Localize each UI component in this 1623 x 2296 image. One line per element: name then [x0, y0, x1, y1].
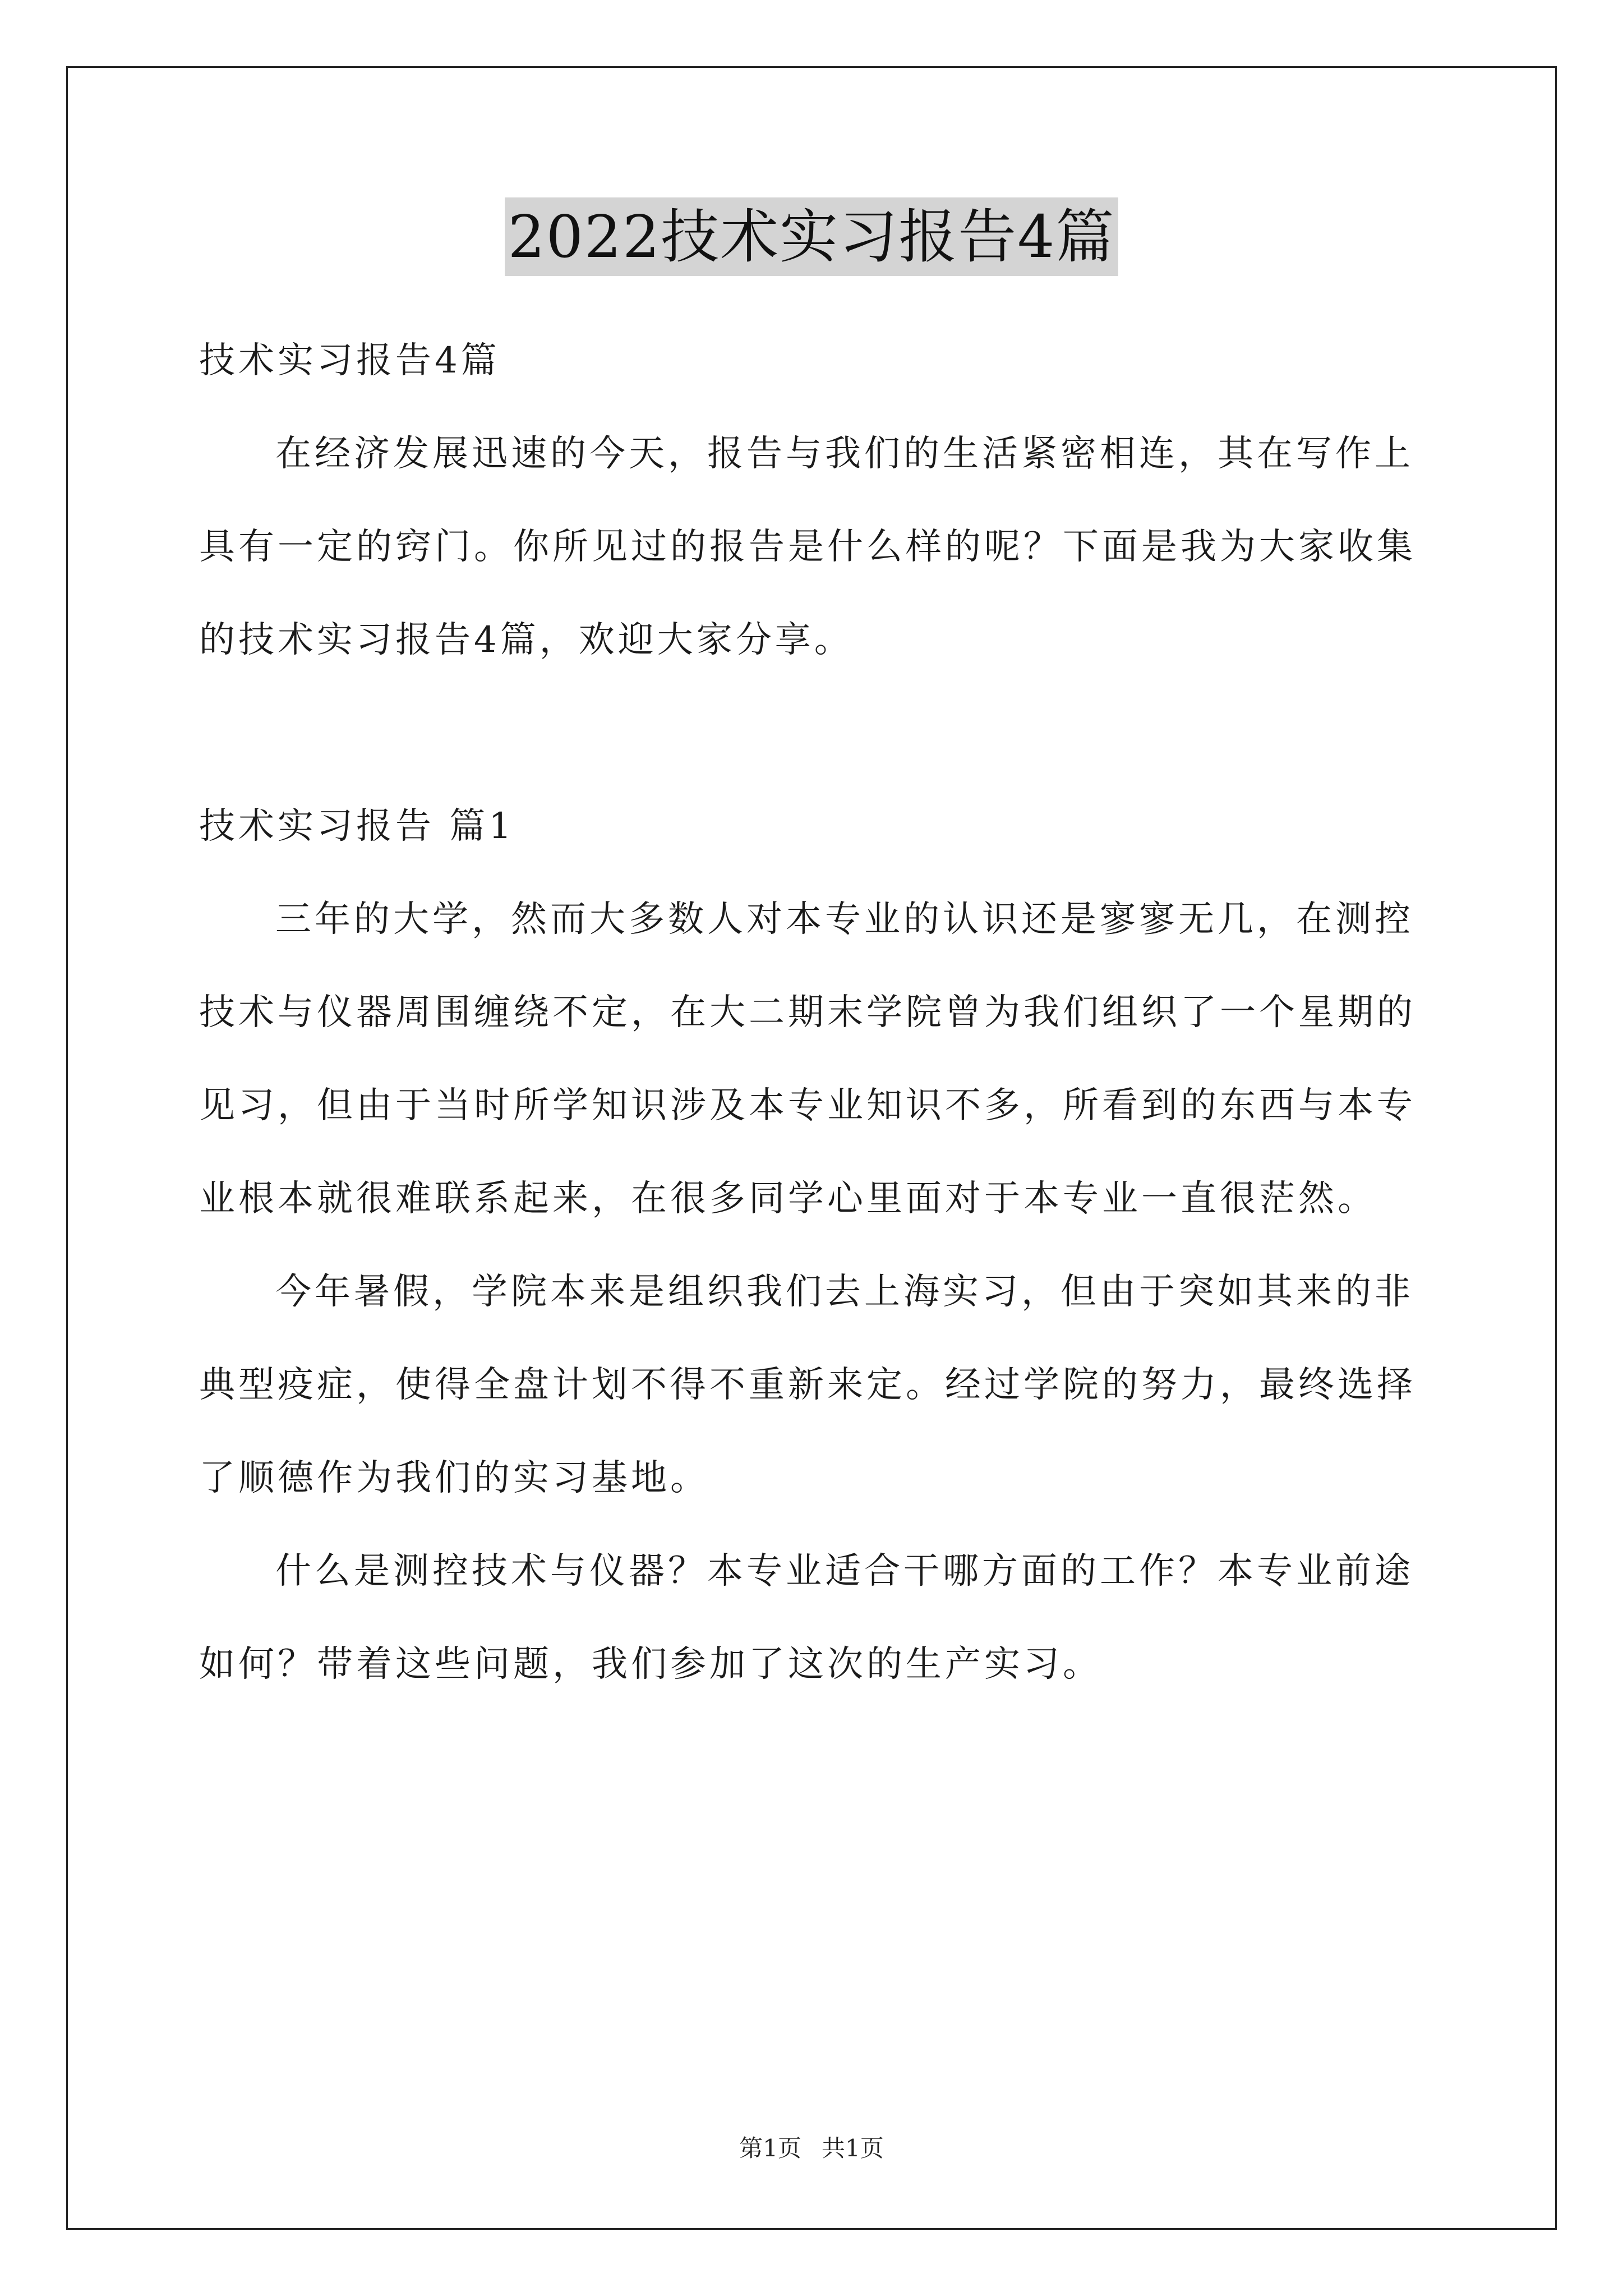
- document-title: 2022技术实习报告4篇: [505, 197, 1119, 276]
- page-footer: [0, 2132, 1623, 2165]
- page-number: 第1页: [739, 2134, 801, 2162]
- intro-paragraph: 在经济发展迅速的今天，报告与我们的生活紧密相连，其在写作上具有一定的窍门。你所见过的报告是什么样的呢？下面是我为大家收集的技术实习报告4篇，欢迎大家分享。: [199, 433, 1416, 661]
- body-paragraph: 三年的大学，然而大多数人对本专业的认识还是寥寥无几，在测控技术与仪器周围缠绕不定，在大二期末学院曾为我们组织了一个星期的见习，但由于当时所学知识涉及本专业知识不多，所看到的东西与本专业根本就很难联系起来，在很多同学心里面对于本专业一直很茫然。: [199, 899, 1416, 1220]
- document-subtitle: 技术实习报告4篇: [199, 340, 500, 381]
- body-paragraph: 今年暑假，学院本来是组织我们去上海实习，但由于突如其来的非典型疫症，使得全盘计划不得不重新来定。经过学院的努力，最终选择了顺德作为我们的实习基地。: [199, 1271, 1416, 1499]
- page-total: 共1页: [822, 2134, 884, 2162]
- section-spacer: [199, 687, 1433, 780]
- title-container: [0, 197, 1623, 276]
- document-body: [199, 314, 1433, 1711]
- body-paragraph: 什么是测控技术与仪器？本专业适合干哪方面的工作？本专业前途如何？带着这些问题，我们参加了这次的生产实习。: [199, 1550, 1414, 1685]
- section-heading: 技术实习报告 篇1: [199, 806, 515, 847]
